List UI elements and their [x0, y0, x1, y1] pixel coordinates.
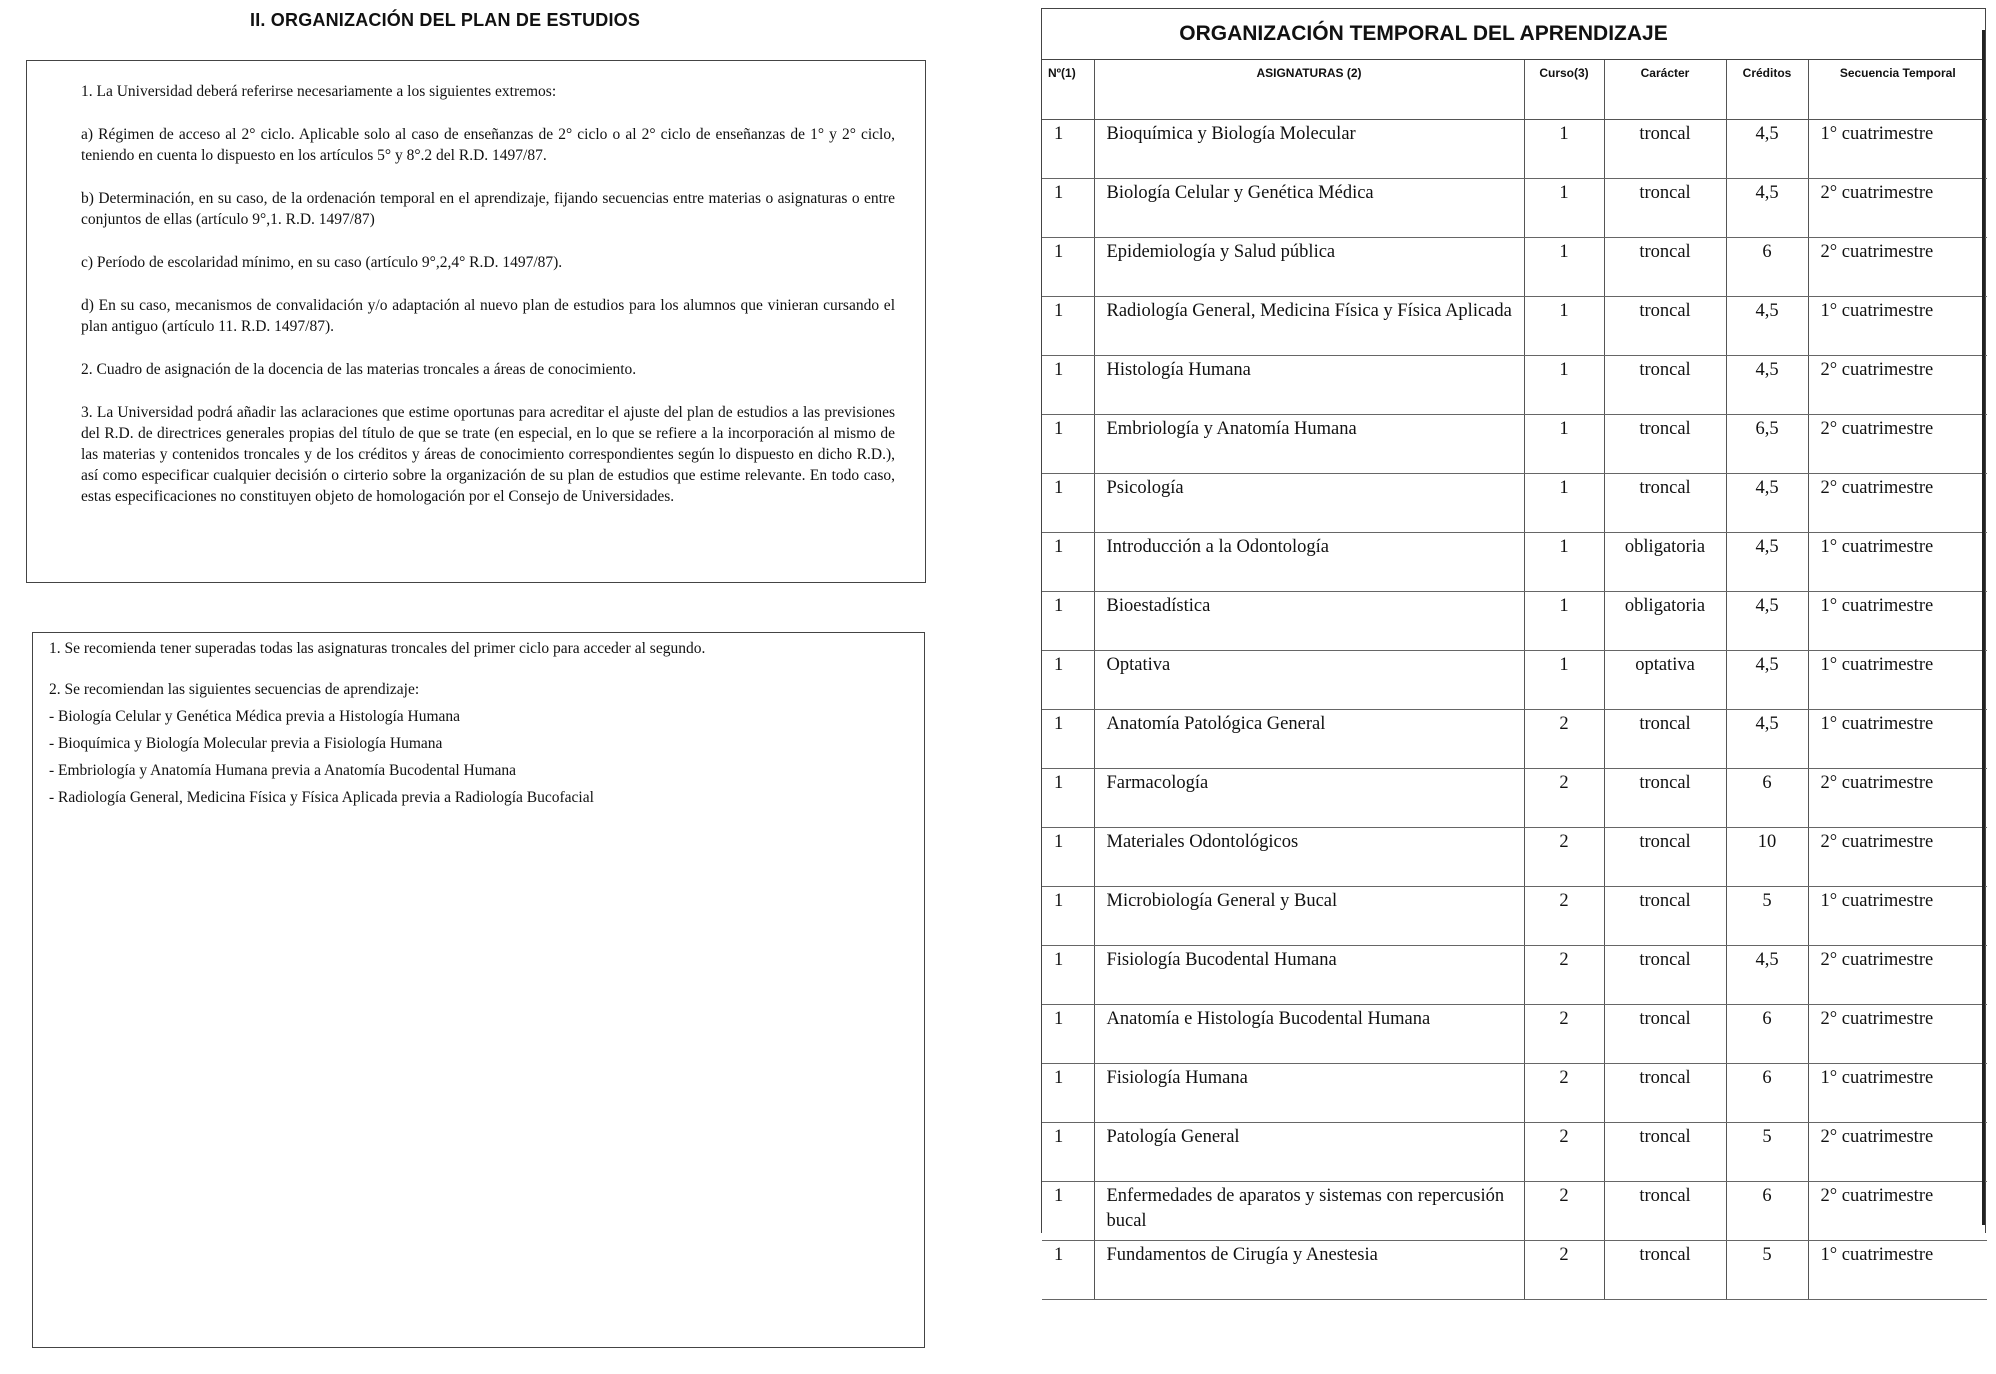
table-row [1042, 1064, 1987, 1123]
instruction-paragraph: b) Determinación, en su caso, de la ordenación temporal en el aprendizaje, fijando secuencias entre materias o asignaturas o entre conjuntos de ellas (artículo 9°,1. R.D. 1497/87) [81, 190, 895, 228]
cell-course: 2 [1524, 1005, 1604, 1064]
cell-number: 1 [1042, 592, 1094, 651]
instruction-paragraph: 3. La Universidad podrá añadir las aclaraciones que estime oportunas para acreditar el ajuste del plan de estudios a las previsiones del R.D. de directrices generales propias del título de que se trate (en especial, en lo que se refiere a la incorporación al mismo de las materias y contenidos troncales y de los créditos y áreas de conocimiento correspondientes según lo dispuesto en dicho R.D.), así como especificar cualquier decisión o cirterio sobre la organización de su plan de estudios que estime relevante. En todo caso, estas especificaciones no constituyen objeto de homologación por el Consejo de Universidades. [81, 404, 895, 505]
cell-sequence: 1° cuatrimestre [1808, 592, 1987, 651]
cell-credits: 5 [1726, 1241, 1808, 1300]
cell-sequence: 1° cuatrimestre [1808, 297, 1987, 356]
cell-sequence: 1° cuatrimestre [1808, 120, 1987, 179]
cell-number: 1 [1042, 415, 1094, 474]
cell-course: 2 [1524, 887, 1604, 946]
cell-subject: Psicología [1094, 474, 1524, 533]
instructions-box [26, 60, 926, 583]
cell-number: 1 [1042, 238, 1094, 297]
cell-type: troncal [1604, 946, 1726, 1005]
cell-subject: Enfermedades de aparatos y sistemas con repercusión bucal [1094, 1182, 1524, 1241]
cell-credits: 5 [1726, 1123, 1808, 1182]
cell-credits: 6 [1726, 1005, 1808, 1064]
cell-number: 1 [1042, 651, 1094, 710]
cell-course: 1 [1524, 297, 1604, 356]
cell-number: 1 [1042, 710, 1094, 769]
cell-credits: 4,5 [1726, 533, 1808, 592]
subjects-table [1042, 60, 1987, 1300]
cell-type: troncal [1604, 1123, 1726, 1182]
cell-credits: 6 [1726, 769, 1808, 828]
recommendation-heading: 2. Se recomiendan las siguientes secuencias de aprendizaje: [49, 681, 420, 698]
recommendations-box [32, 632, 925, 1348]
cell-sequence: 2° cuatrimestre [1808, 946, 1987, 1005]
cell-number: 1 [1042, 179, 1094, 238]
cell-type: obligatoria [1604, 533, 1726, 592]
cell-number: 1 [1042, 946, 1094, 1005]
cell-sequence: 1° cuatrimestre [1808, 1064, 1987, 1123]
cell-course: 2 [1524, 828, 1604, 887]
cell-credits: 6,5 [1726, 415, 1808, 474]
cell-type: troncal [1604, 1182, 1726, 1241]
table-title: ORGANIZACIÓN TEMPORAL DEL APRENDIZAJE [1042, 9, 1985, 60]
cell-number: 1 [1042, 356, 1094, 415]
cell-number: 1 [1042, 297, 1094, 356]
cell-subject: Bioestadística [1094, 592, 1524, 651]
cell-course: 1 [1524, 238, 1604, 297]
cell-subject: Epidemiología y Salud pública [1094, 238, 1524, 297]
table-row [1042, 887, 1987, 946]
cell-type: troncal [1604, 297, 1726, 356]
cell-number: 1 [1042, 887, 1094, 946]
cell-type: troncal [1604, 356, 1726, 415]
table-row [1042, 592, 1987, 651]
cell-credits: 4,5 [1726, 120, 1808, 179]
sequence-item: - Radiología General, Medicina Física y Física Aplicada previa a Radiología Bucofacial [49, 789, 594, 806]
cell-sequence: 2° cuatrimestre [1808, 828, 1987, 887]
cell-type: troncal [1604, 179, 1726, 238]
table-row [1042, 1005, 1987, 1064]
cell-sequence: 1° cuatrimestre [1808, 533, 1987, 592]
cell-credits: 4,5 [1726, 297, 1808, 356]
cell-subject: Materiales Odontológicos [1094, 828, 1524, 887]
table-row [1042, 120, 1987, 179]
header-subject: ASIGNATURAS (2) [1094, 60, 1524, 120]
instruction-paragraph: 1. La Universidad deberá referirse necesariamente a los siguientes extremos: [81, 83, 557, 100]
cell-subject: Embriología y Anatomía Humana [1094, 415, 1524, 474]
cell-course: 1 [1524, 533, 1604, 592]
cell-type: troncal [1604, 1064, 1726, 1123]
table-header-row [1042, 60, 1987, 120]
header-credits: Créditos [1726, 60, 1808, 120]
cell-subject: Fundamentos de Cirugía y Anestesia [1094, 1241, 1524, 1300]
cell-subject: Fisiología Bucodental Humana [1094, 946, 1524, 1005]
cell-sequence: 2° cuatrimestre [1808, 238, 1987, 297]
cell-course: 1 [1524, 120, 1604, 179]
cell-course: 1 [1524, 474, 1604, 533]
sequence-item: - Embriología y Anatomía Humana previa a Anatomía Bucodental Humana [49, 762, 517, 779]
cell-type: troncal [1604, 238, 1726, 297]
cell-number: 1 [1042, 828, 1094, 887]
table-row [1042, 179, 1987, 238]
table-row [1042, 651, 1987, 710]
cell-number: 1 [1042, 1182, 1094, 1241]
sequence-item: - Bioquímica y Biología Molecular previa a Fisiología Humana [49, 735, 443, 752]
cell-subject: Microbiología General y Bucal [1094, 887, 1524, 946]
cell-type: troncal [1604, 474, 1726, 533]
sequence-item: - Biología Celular y Genética Médica previa a Histología Humana [49, 708, 461, 725]
table-row [1042, 297, 1987, 356]
cell-subject: Fisiología Humana [1094, 1064, 1524, 1123]
cell-number: 1 [1042, 1064, 1094, 1123]
cell-subject: Introducción a la Odontología [1094, 533, 1524, 592]
header-number: Nº(1) [1042, 60, 1094, 120]
instruction-paragraph: d) En su caso, mecanismos de convalidación y/o adaptación al nuevo plan de estudios para los alumnos que vinieran cursando el plan antiguo (artículo 11. R.D. 1497/87). [81, 297, 895, 335]
cell-subject: Biología Celular y Genética Médica [1094, 179, 1524, 238]
cell-sequence: 2° cuatrimestre [1808, 1123, 1987, 1182]
table-row [1042, 710, 1987, 769]
cell-type: optativa [1604, 651, 1726, 710]
cell-sequence: 2° cuatrimestre [1808, 769, 1987, 828]
table-row [1042, 769, 1987, 828]
cell-sequence: 2° cuatrimestre [1808, 179, 1987, 238]
cell-sequence: 1° cuatrimestre [1808, 1241, 1987, 1300]
temporal-organization-panel [1041, 8, 1986, 1265]
cell-course: 2 [1524, 1241, 1604, 1300]
page-edge-line [1982, 30, 1985, 1225]
cell-credits: 4,5 [1726, 592, 1808, 651]
cell-course: 1 [1524, 651, 1604, 710]
cell-subject: Bioquímica y Biología Molecular [1094, 120, 1524, 179]
table-row [1042, 533, 1987, 592]
cell-credits: 6 [1726, 1064, 1808, 1123]
cell-course: 2 [1524, 1064, 1604, 1123]
cell-course: 1 [1524, 179, 1604, 238]
cell-subject: Radiología General, Medicina Física y Física Aplicada [1094, 297, 1524, 356]
header-course: Curso(3) [1524, 60, 1604, 120]
cell-number: 1 [1042, 1123, 1094, 1182]
cell-credits: 4,5 [1726, 651, 1808, 710]
table-row [1042, 238, 1987, 297]
table-row [1042, 356, 1987, 415]
cell-course: 1 [1524, 592, 1604, 651]
cell-credits: 4,5 [1726, 474, 1808, 533]
table-row [1042, 474, 1987, 533]
cell-credits: 4,5 [1726, 710, 1808, 769]
cell-type: troncal [1604, 1241, 1726, 1300]
cell-type: troncal [1604, 1005, 1726, 1064]
table-row [1042, 1182, 1987, 1241]
cell-course: 1 [1524, 356, 1604, 415]
cell-type: troncal [1604, 120, 1726, 179]
cell-course: 2 [1524, 710, 1604, 769]
cell-number: 1 [1042, 120, 1094, 179]
instruction-paragraph: a) Régimen de acceso al 2° ciclo. Aplicable solo al caso de enseñanzas de 2° ciclo o al 2° ciclo de enseñanzas de 1° y 2° ciclo, teniendo en cuenta lo dispuesto en los artículos 5° y 8°.2 del R.D. 1497/87. [81, 126, 895, 164]
cell-sequence: 2° cuatrimestre [1808, 474, 1987, 533]
cell-credits: 4,5 [1726, 356, 1808, 415]
cell-credits: 6 [1726, 1182, 1808, 1241]
cell-sequence: 1° cuatrimestre [1808, 651, 1987, 710]
section-title: II. ORGANIZACIÓN DEL PLAN DE ESTUDIOS [250, 10, 641, 30]
recommendation-intro: 1. Se recomienda tener superadas todas las asignaturas troncales del primer ciclo para acceder al segundo. [49, 640, 706, 657]
cell-sequence: 2° cuatrimestre [1808, 1182, 1987, 1241]
cell-sequence: 2° cuatrimestre [1808, 415, 1987, 474]
table-row [1042, 1241, 1987, 1300]
cell-credits: 6 [1726, 238, 1808, 297]
cell-subject: Patología General [1094, 1123, 1524, 1182]
cell-subject: Farmacología [1094, 769, 1524, 828]
cell-subject: Anatomía Patológica General [1094, 710, 1524, 769]
cell-course: 1 [1524, 415, 1604, 474]
cell-type: troncal [1604, 769, 1726, 828]
cell-credits: 5 [1726, 887, 1808, 946]
cell-course: 2 [1524, 946, 1604, 1005]
cell-number: 1 [1042, 474, 1094, 533]
cell-type: troncal [1604, 415, 1726, 474]
cell-type: troncal [1604, 887, 1726, 946]
table-row [1042, 415, 1987, 474]
header-type: Carácter [1604, 60, 1726, 120]
cell-type: troncal [1604, 828, 1726, 887]
cell-credits: 4,5 [1726, 179, 1808, 238]
cell-number: 1 [1042, 1005, 1094, 1064]
table-row [1042, 828, 1987, 887]
cell-sequence: 1° cuatrimestre [1808, 710, 1987, 769]
instruction-paragraph: c) Período de escolaridad mínimo, en su caso (artículo 9°,2,4° R.D. 1497/87). [81, 254, 563, 271]
table-row [1042, 1123, 1987, 1182]
cell-sequence: 2° cuatrimestre [1808, 1005, 1987, 1064]
cell-course: 2 [1524, 1123, 1604, 1182]
cell-course: 2 [1524, 769, 1604, 828]
cell-credits: 10 [1726, 828, 1808, 887]
cell-type: troncal [1604, 710, 1726, 769]
header-sequence: Secuencia Temporal [1808, 60, 1987, 120]
cell-sequence: 1° cuatrimestre [1808, 887, 1987, 946]
instruction-paragraph: 2. Cuadro de asignación de la docencia de las materias troncales a áreas de conocimiento. [81, 361, 637, 378]
table-row [1042, 946, 1987, 1005]
cell-subject: Optativa [1094, 651, 1524, 710]
cell-number: 1 [1042, 1241, 1094, 1300]
cell-subject: Histología Humana [1094, 356, 1524, 415]
cell-type: obligatoria [1604, 592, 1726, 651]
cell-number: 1 [1042, 769, 1094, 828]
cell-course: 2 [1524, 1182, 1604, 1241]
cell-number: 1 [1042, 533, 1094, 592]
cell-sequence: 2° cuatrimestre [1808, 356, 1987, 415]
cell-subject: Anatomía e Histología Bucodental Humana [1094, 1005, 1524, 1064]
cell-credits: 4,5 [1726, 946, 1808, 1005]
